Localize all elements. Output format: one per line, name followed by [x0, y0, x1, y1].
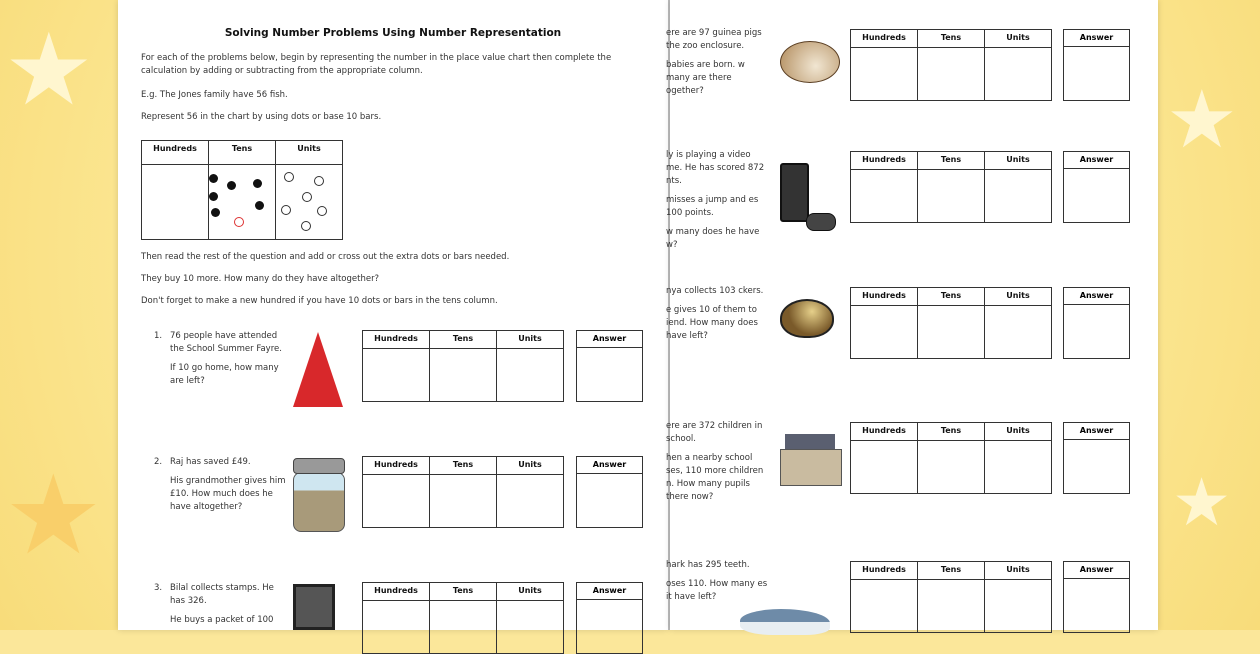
header-hundreds: Hundreds — [142, 141, 209, 165]
problem-text-block — [170, 456, 288, 520]
empty-dot — [281, 205, 291, 215]
cell-hundreds[interactable] — [363, 475, 430, 527]
cell-units[interactable] — [985, 170, 1051, 222]
problem-text: 76 people have attended the School Summer Fayre. — [170, 331, 282, 354]
header-tens: Tens — [918, 288, 985, 306]
problem-text: e gives 10 of them to iend. How many does have left? — [666, 305, 758, 341]
problem-text-block — [666, 420, 768, 510]
header-answer: Answer — [1064, 152, 1129, 169]
header-tens: Tens — [918, 423, 985, 441]
school-roof — [785, 434, 835, 449]
place-value-chart — [362, 456, 564, 528]
problem-text: oses 110. How many es it have left? — [666, 579, 768, 602]
cell-hundreds[interactable] — [851, 170, 918, 222]
problem-text: ere are 372 children in school. — [666, 421, 763, 444]
place-value-chart — [850, 287, 1052, 359]
shark-icon — [740, 609, 830, 635]
header-hundreds: Hundreds — [851, 152, 918, 170]
problem-text: misses a jump and es 100 points. — [666, 195, 759, 218]
empty-dot — [284, 172, 294, 182]
cell-units[interactable] — [497, 475, 563, 527]
star-icon: ★ — [4, 451, 103, 579]
stamp-icon — [293, 584, 335, 630]
problem-text: Bilal collects stamps. He has 326. — [170, 583, 274, 606]
header-answer: Answer — [1064, 562, 1129, 579]
cell-hundreds[interactable] — [142, 165, 209, 239]
star-icon: ★ — [1166, 73, 1238, 166]
place-value-chart — [850, 561, 1052, 633]
problem-text-block — [666, 149, 768, 258]
filled-dot — [211, 208, 220, 217]
problem-text-block — [666, 27, 768, 104]
problem-number: 1. — [154, 331, 163, 341]
problem-text: w many does he have w? — [666, 227, 760, 250]
problem-text: ly is playing a video me. He has scored 872 nts. — [666, 150, 765, 186]
header-hundreds: Hundreds — [851, 30, 918, 48]
problem-text: If 10 go home, how many are left? — [170, 363, 279, 386]
cell-units[interactable] — [985, 306, 1051, 358]
answer-box[interactable] — [1063, 561, 1130, 633]
bean-icon — [780, 299, 834, 338]
cell-hundreds[interactable] — [851, 580, 918, 632]
cell-tens[interactable] — [430, 475, 497, 527]
problem-text-block — [666, 559, 768, 610]
empty-dot — [302, 192, 312, 202]
empty-dot — [317, 206, 327, 216]
jar-lid — [293, 458, 345, 474]
instructions: For each of the problems below, begin by representing the number in the place value chart then complete the calculation by adding or subtracting from the appropriate column. — [141, 53, 612, 76]
header-hundreds: Hundreds — [363, 457, 430, 475]
header-units: Units — [985, 423, 1051, 441]
answer-box[interactable] — [576, 456, 643, 528]
cell-units[interactable] — [985, 48, 1051, 100]
empty-dot — [234, 217, 244, 227]
worksheet-title: Solving Number Problems Using Number Representation — [224, 27, 562, 39]
header-answer: Answer — [1064, 423, 1129, 440]
problem-text: He buys a packet of 100 — [170, 615, 274, 625]
answer-box[interactable] — [576, 330, 643, 402]
place-value-chart — [850, 151, 1052, 223]
cell-tens[interactable] — [209, 165, 276, 239]
problem-number: 3. — [154, 583, 163, 593]
problem-number: 2. — [154, 457, 163, 467]
cell-tens[interactable] — [430, 601, 497, 653]
answer-box[interactable] — [576, 582, 643, 654]
header-tens: Tens — [430, 583, 497, 601]
problem-text-block — [170, 330, 288, 394]
game-console-icon — [780, 163, 809, 222]
cell-tens[interactable] — [430, 349, 497, 401]
problem-text: ere are 97 guinea pigs the zoo enclosure. — [666, 28, 762, 51]
they-buy-text: They buy 10 more. How many do they have altogether? — [141, 274, 380, 284]
cell-hundreds[interactable] — [363, 349, 430, 401]
header-units: Units — [276, 141, 342, 165]
cell-tens[interactable] — [918, 580, 985, 632]
header-hundreds: Hundreds — [363, 331, 430, 349]
header-answer: Answer — [577, 583, 642, 600]
header-units: Units — [985, 288, 1051, 306]
header-units: Units — [497, 457, 563, 475]
cell-hundreds[interactable] — [851, 48, 918, 100]
answer-box[interactable] — [1063, 29, 1130, 101]
header-answer: Answer — [1064, 288, 1129, 305]
answer-box[interactable] — [1063, 151, 1130, 223]
header-tens: Tens — [918, 562, 985, 580]
problem-text: babies are born. w many are there ogether? — [666, 60, 745, 96]
star-icon: ★ — [4, 11, 94, 128]
answer-box[interactable] — [1063, 422, 1130, 494]
header-answer: Answer — [577, 331, 642, 348]
header-units: Units — [497, 331, 563, 349]
filled-dot — [253, 179, 262, 188]
header-units: Units — [985, 562, 1051, 580]
place-value-chart — [362, 330, 564, 402]
place-value-chart — [850, 422, 1052, 494]
header-hundreds: Hundreds — [851, 562, 918, 580]
represent-text: Represent 56 in the chart by using dots or base 10 bars. — [141, 112, 382, 122]
cell-units[interactable] — [497, 601, 563, 653]
worksheet-page-left — [118, 0, 668, 630]
problem-text: His grandmother gives him £10. How much does he have altogether? — [170, 476, 286, 512]
problem-text-block — [666, 285, 768, 349]
star-icon: ★ — [1172, 464, 1232, 541]
guinea-pig-icon — [780, 41, 840, 83]
header-hundreds: Hundreds — [851, 423, 918, 441]
cell-units[interactable] — [985, 580, 1051, 632]
header-units: Units — [497, 583, 563, 601]
problem-text: hen a nearby school ses, 110 more children n. How many pupils there now? — [666, 453, 764, 502]
controller-icon — [806, 213, 836, 231]
cell-hundreds[interactable] — [851, 441, 918, 493]
school-icon — [780, 449, 842, 486]
cell-units[interactable] — [985, 441, 1051, 493]
cell-tens[interactable] — [918, 170, 985, 222]
header-answer: Answer — [1064, 30, 1129, 47]
worksheet-page-right — [666, 0, 1158, 630]
example-text: E.g. The Jones family have 56 fish. — [141, 90, 288, 100]
money-jar-icon — [293, 472, 345, 532]
helter-skelter-icon — [293, 332, 343, 407]
dont-forget-text: Don't forget to make a new hundred if you have 10 dots or bars in the tens column. — [141, 296, 498, 306]
header-hundreds: Hundreds — [851, 288, 918, 306]
header-tens: Tens — [918, 30, 985, 48]
place-value-chart — [362, 582, 564, 654]
problem-text: hark has 295 teeth. — [666, 560, 750, 570]
header-tens: Tens — [430, 457, 497, 475]
header-tens: Tens — [209, 141, 276, 165]
cell-hundreds[interactable] — [851, 306, 918, 358]
problem-text: Raj has saved £49. — [170, 457, 251, 467]
cell-tens[interactable] — [918, 306, 985, 358]
problem-text: nya collects 103 ckers. — [666, 286, 764, 296]
place-value-chart — [850, 29, 1052, 101]
answer-box[interactable] — [1063, 287, 1130, 359]
cell-units[interactable] — [497, 349, 563, 401]
cell-tens[interactable] — [918, 48, 985, 100]
then-read-text: Then read the rest of the question and add or cross out the extra dots or bars needed. — [141, 252, 510, 262]
header-tens: Tens — [430, 331, 497, 349]
header-answer: Answer — [577, 457, 642, 474]
filled-dot — [209, 174, 218, 183]
empty-dot — [314, 176, 324, 186]
filled-dot — [227, 181, 236, 190]
header-units: Units — [985, 152, 1051, 170]
empty-dot — [301, 221, 311, 231]
header-hundreds: Hundreds — [363, 583, 430, 601]
cell-hundreds[interactable] — [363, 601, 430, 653]
cell-tens[interactable] — [918, 441, 985, 493]
filled-dot — [255, 201, 264, 210]
filled-dot — [209, 192, 218, 201]
header-units: Units — [985, 30, 1051, 48]
header-tens: Tens — [918, 152, 985, 170]
problem-text-block — [170, 582, 288, 633]
